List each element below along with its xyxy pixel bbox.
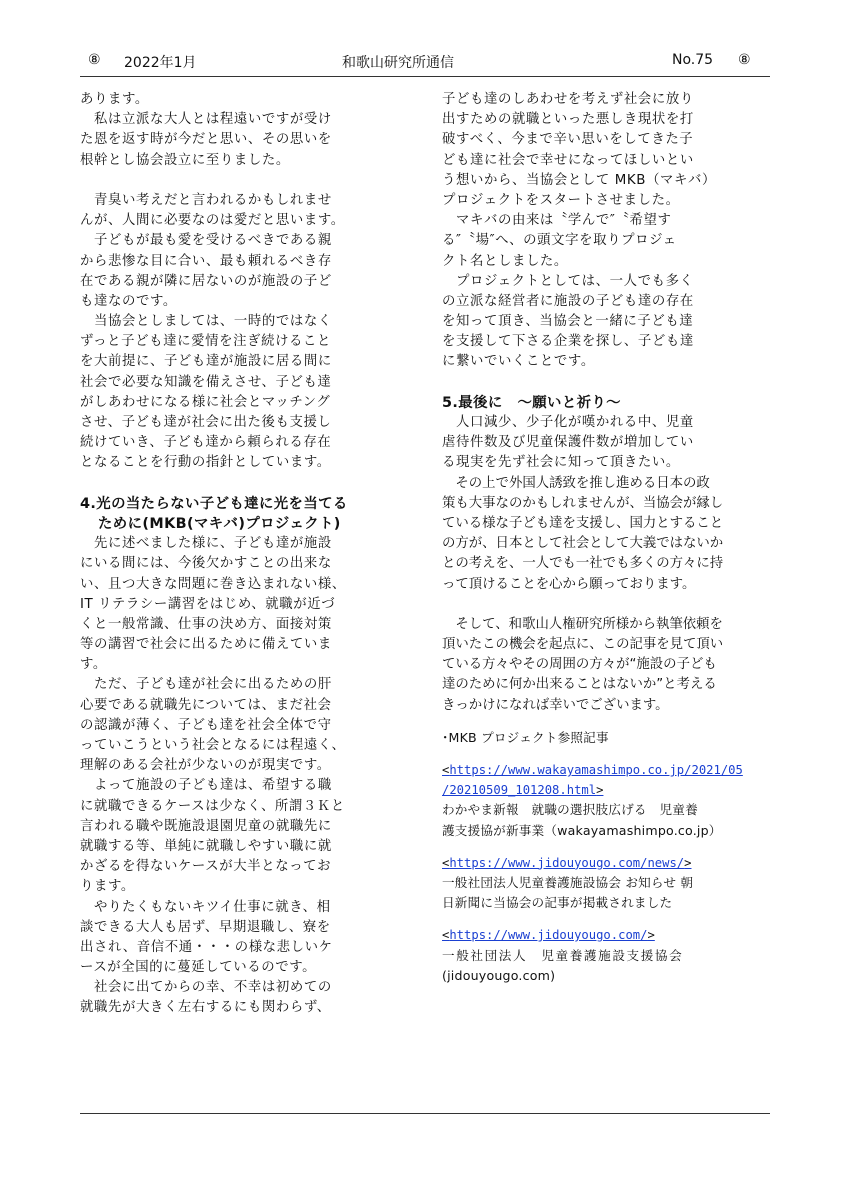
text-line: 続けていき、子ども達から頼られる存在 bbox=[80, 435, 332, 451]
header-rule bbox=[80, 76, 770, 77]
spacer bbox=[442, 841, 778, 853]
text-line: ずっと子ども達に愛情を注ぎ続けること bbox=[80, 334, 332, 350]
left-column bbox=[80, 90, 416, 1019]
ref2-url-text[interactable]: https://www.jidouyougo.com/news/ bbox=[449, 855, 685, 870]
ref2-description-1: 一般社団法人児童養護施設協会 お知らせ 朝 bbox=[442, 874, 694, 890]
ref1-description-2: 護支援協が新事業（wakayamashimpo.co.jp） bbox=[442, 822, 722, 838]
text-line: 子どもが最も愛を受けるべきである親 bbox=[80, 233, 332, 249]
text-line: 虐待件数及び児童保護件数が増加してい bbox=[442, 435, 694, 451]
section-5-heading: 5.最後に ～願いと祈り～ bbox=[442, 394, 621, 411]
text-line: きっかけになれば幸いでございます。 bbox=[442, 697, 669, 713]
text-line: にいる間には、今後欠かすことの出来な bbox=[80, 556, 332, 572]
text-line: 理解のある会社が少ないのが現実です。 bbox=[80, 758, 331, 774]
ref3-description-1: 一般社団法人 児童養護施設支援協会 bbox=[442, 947, 684, 963]
text-line: 等の講習で社会に出るために備えていま bbox=[80, 637, 332, 653]
footer-rule bbox=[80, 1113, 770, 1114]
spacer bbox=[442, 716, 778, 728]
page-number-left: ⑧ bbox=[88, 52, 101, 68]
text-line: に繋いでいくことです。 bbox=[442, 354, 595, 370]
text-line: 根幹とし協会設立に至りました。 bbox=[80, 152, 290, 168]
ref1-close-bracket: > bbox=[596, 783, 604, 798]
text-line: 就職する等、単純に就職しやすい職に就 bbox=[80, 838, 332, 854]
ref3-open-bracket: < bbox=[442, 928, 450, 943]
section-4-heading-cont: ために(MKB(マキバ)プロジェクト) bbox=[98, 515, 341, 532]
text-line: ども達に社会で幸せになってほしいとい bbox=[442, 152, 694, 168]
text-line: となることを行動の指針としています。 bbox=[80, 455, 331, 471]
spacer bbox=[442, 913, 778, 925]
ref1-url-text-2[interactable]: /20210509_101208.html bbox=[442, 783, 597, 798]
text-line: 言われる職や既施設退園児童の就職先に bbox=[80, 818, 332, 834]
blank-line bbox=[80, 474, 416, 494]
text-line: の認識が薄く、子ども達を社会全体で守 bbox=[80, 717, 332, 733]
newsletter-title: 和歌山研究所通信 bbox=[342, 55, 454, 71]
text-line: んが、人間に必要なのは愛だと思います。 bbox=[80, 213, 345, 229]
ref3-description-2: (jidouyougo.com) bbox=[442, 967, 556, 983]
spacer bbox=[442, 748, 778, 760]
text-line: がしあわせになる様に社会とマッチング bbox=[80, 394, 331, 410]
text-line: を支援して下さる企業を探し、子ども達 bbox=[442, 334, 694, 350]
text-line: を大前提に、子ども達が施設に居る間に bbox=[80, 354, 332, 370]
section-4-heading: 4.光の当たらない子ども達に光を当てる bbox=[80, 495, 348, 512]
text-line: 談できる大人も居ず、早期退職し、寮を bbox=[80, 919, 331, 935]
text-line: やりたくもないキツイ仕事に就き、相 bbox=[80, 899, 331, 915]
issue-number: No.75 bbox=[672, 52, 714, 68]
text-line: 出され、音信不通・・・の様な悲しいケ bbox=[80, 939, 333, 955]
text-line: から悲惨な目に合い、最も頼れるべき存 bbox=[80, 253, 332, 269]
text-line: 青臭い考えだと言われるかもしれませ bbox=[80, 192, 332, 208]
text-line: くと一般常識、仕事の決め方、面接対策 bbox=[80, 616, 332, 632]
text-line: ただ、子ども達が社会に出るための肝 bbox=[80, 677, 332, 693]
text-line: 社会に出てからの幸、不幸は初めての bbox=[80, 980, 332, 996]
ref1-description-1: わかやま新報 就職の選択肢広げる 児童養 bbox=[442, 802, 698, 818]
text-line: ースが全国的に蔓延しているのです。 bbox=[80, 960, 317, 976]
text-line: かざるを得ないケースが大半となってお bbox=[80, 859, 332, 875]
text-line: 子ども達のしあわせを考えず社会に放り bbox=[442, 92, 694, 107]
text-line: マキバの由来は〝学んで″〝希望す bbox=[442, 213, 672, 229]
ref3-url-line[interactable] bbox=[442, 925, 778, 945]
text-line: ている方々やその周囲の方々が“施設の子ども bbox=[442, 657, 717, 673]
text-line: あります。 bbox=[80, 92, 149, 107]
text-line: 私は立派な大人とは程遠いですが受け bbox=[80, 112, 332, 128]
text-line: その上で外国人誘致を推し進める日本の政 bbox=[442, 475, 710, 491]
text-line: 頂いたこの機会を起点に、この記事を見て頂い bbox=[442, 637, 724, 653]
ref2-open-bracket: < bbox=[442, 855, 450, 870]
text-line: い、且つ大きな問題に巻き込まれない様、 bbox=[80, 576, 346, 592]
text-line: よって施設の子ども達は、希望する職 bbox=[80, 778, 332, 794]
right-column bbox=[442, 90, 778, 986]
page-number-right: ⑧ bbox=[738, 52, 751, 68]
ref2-close-bracket: > bbox=[684, 855, 692, 870]
text-line: う想いから、当協会として MKB（マキバ） bbox=[442, 172, 717, 188]
references-title: ･MKB プロジェクト参照記事 bbox=[442, 729, 609, 745]
ref3-url-text[interactable]: https://www.jidouyougo.com/ bbox=[449, 928, 648, 943]
text-line: 在である親が隣に居ないのが施設の子ど bbox=[80, 273, 332, 289]
text-line: っていこうという社会となるには程遠く、 bbox=[80, 738, 346, 753]
ref1-open-bracket: < bbox=[442, 763, 450, 777]
text-line: ります。 bbox=[80, 879, 135, 895]
text-line: 破すべく、今まで辛い思いをしてきた子 bbox=[442, 132, 694, 148]
text-line: 社会で必要な知識を備えさせ、子ども達 bbox=[80, 374, 332, 390]
text-line: る″〝場″へ、の頭文字を取りプロジェ bbox=[442, 233, 677, 249]
page-header bbox=[80, 52, 768, 76]
text-line: 達のために何か出来ることはないか”と考える bbox=[442, 677, 717, 693]
text-line: との考えを、一人でも一社でも多くの方々に持 bbox=[442, 556, 724, 572]
ref1-url-text-1[interactable]: https://www.wakayamashimpo.co.jp/2021/05 bbox=[449, 763, 743, 777]
text-line: プロジェクトとしては、一人でも多く bbox=[442, 273, 694, 289]
text-line: る現実を先ず社会に知って頂きたい。 bbox=[442, 455, 680, 471]
text-line: の立派な経営者に施設の子ども達の存在 bbox=[442, 293, 694, 309]
text-line: す。 bbox=[80, 657, 107, 673]
text-line: た恩を返す時が今だと思い、その思いを bbox=[80, 132, 332, 148]
text-line: 就職先が大きく左右するにも関わらず、 bbox=[80, 1000, 331, 1016]
text-line: クト名としました。 bbox=[442, 253, 568, 269]
ref1-url-line1[interactable] bbox=[442, 760, 778, 780]
text-line: の方が、日本として社会として大義ではないか bbox=[442, 536, 724, 552]
text-line: させ、子ども達が社会に出た後も支援し bbox=[80, 415, 332, 430]
ref1-url-line2[interactable] bbox=[442, 780, 778, 800]
text-line: に就職できるケースは少なく、所謂３Ｋと bbox=[80, 798, 345, 814]
issue-date: 2022年1月 bbox=[124, 55, 197, 71]
text-line: を知って頂き、当協会と一緒に子ども達 bbox=[442, 314, 694, 330]
text-line: そして、和歌山人権研究所様から執筆依頼を bbox=[442, 616, 723, 632]
ref2-url-line[interactable] bbox=[442, 853, 778, 873]
ref3-close-bracket: > bbox=[647, 928, 655, 943]
blank-line bbox=[442, 373, 778, 393]
text-line: 出すための就職といった悪しき現状を打 bbox=[442, 112, 694, 128]
ref2-description-2: 日新聞に当協会の記事が掲載されました bbox=[442, 895, 673, 911]
text-line: 先に述べました様に、子ども達が施設 bbox=[80, 536, 332, 552]
text-line: 心要である就職先については、まだ社会 bbox=[80, 697, 332, 713]
text-line: プロジェクトをスタートさせました。 bbox=[442, 192, 680, 208]
text-line: 当協会としましては、一時的ではなく bbox=[80, 314, 332, 330]
text-line: ている様な子ども達を支援し、国力とすること bbox=[442, 515, 724, 531]
blank-line bbox=[442, 595, 778, 615]
text-line: って頂けることを心から願っております。 bbox=[442, 576, 696, 592]
blank-line bbox=[80, 171, 416, 191]
text-line: IT リテラシー講習をはじめ、就職が近づ bbox=[80, 596, 336, 612]
text-line: 人口減少、少子化が嘆かれる中、児童 bbox=[442, 415, 694, 430]
text-line: も達なのです。 bbox=[80, 293, 177, 309]
text-line: 策も大事なのかもしれませんが、当協会が縁し bbox=[442, 495, 724, 511]
